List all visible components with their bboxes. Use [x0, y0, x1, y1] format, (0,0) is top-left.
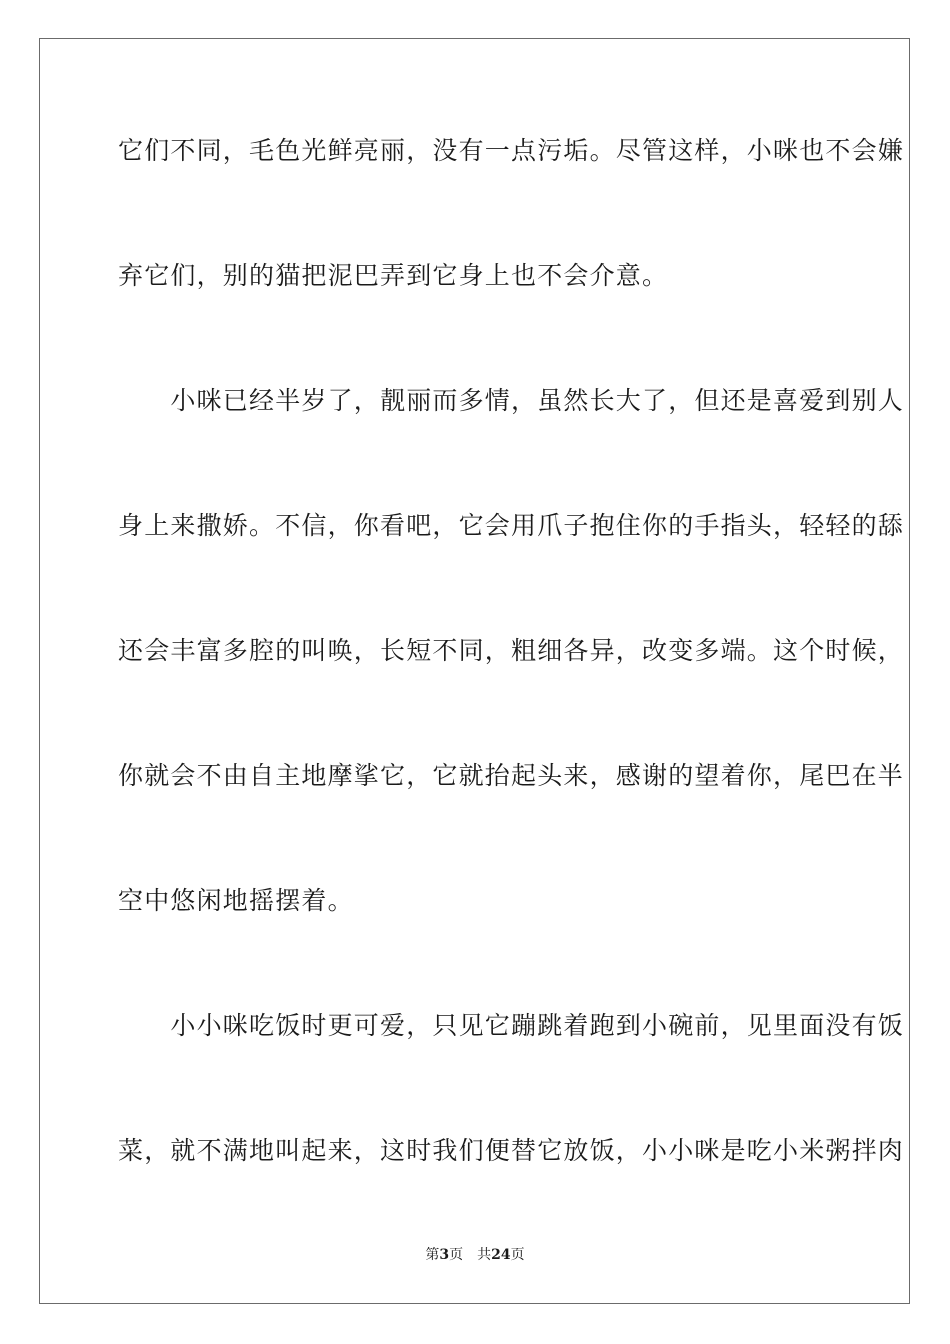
footer-total-pages: 24: [491, 1247, 511, 1263]
page-number-footer: [0, 1246, 950, 1264]
text-line-1: 它们不同，毛色光鲜亮丽，没有一点污垢。尽管这样，小咪也不会嫌: [118, 136, 905, 165]
text-line-7: 空中悠闲地摇摆着。: [118, 886, 354, 915]
text-line-5: 还会丰富多腔的叫唤，长短不同，粗细各异，改变多端。这个时候，: [118, 636, 905, 665]
text-line-2: 弃它们，别的猫把泥巴弄到它身上也不会介意。: [118, 261, 669, 290]
footer-current-page: 3: [439, 1247, 450, 1263]
page-border: [39, 38, 910, 1304]
text-line-6: 你就会不由自主地摩挲它，它就抬起头来，感谢的望着你，尾巴在半: [118, 761, 905, 790]
footer-page-mid: 页 共: [449, 1247, 492, 1263]
footer-page-prefix: 第: [425, 1247, 440, 1263]
text-line-9: 菜，就不满地叫起来，这时我们便替它放饭，小小咪是吃小米粥拌肉: [118, 1136, 905, 1165]
text-line-4: 身上来撒娇。不信，你看吧，它会用爪子抱住你的手指头，轻轻的舔: [118, 511, 905, 540]
text-line-3: 小咪已经半岁了，靓丽而多情，虽然长大了，但还是喜爱到别人: [118, 386, 905, 415]
text-line-8: 小小咪吃饭时更可爱，只见它蹦跳着跑到小碗前，见里面没有饭: [118, 1011, 905, 1040]
footer-page-suffix: 页: [510, 1247, 525, 1263]
